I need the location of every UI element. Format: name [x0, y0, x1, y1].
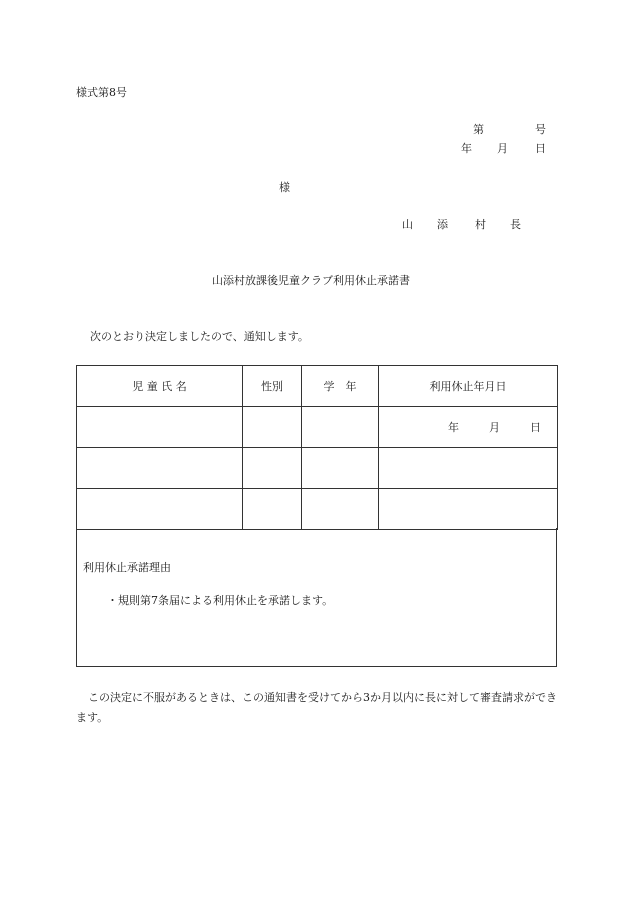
recipient-suffix: 様	[279, 181, 290, 194]
header-student-name: 児 童 氏 名	[77, 366, 243, 407]
issuer-char-1: 山	[402, 218, 413, 231]
cell-date-month: 月	[489, 421, 500, 434]
cell-grade	[302, 448, 379, 489]
intro-text: 次のとおり決定しましたので、通知します。	[90, 330, 309, 343]
form-number: 様式第8号	[76, 86, 127, 99]
doc-number-suffix: 号	[535, 123, 546, 136]
cell-gender	[243, 448, 302, 489]
cell-date-day: 日	[530, 421, 541, 434]
header-suspension-date: 利用休止年月日	[379, 366, 558, 407]
date-month: 月	[497, 142, 508, 155]
table-row	[77, 489, 558, 530]
cell-suspension-date	[379, 448, 558, 489]
reason-title: 利用休止承諾理由	[83, 561, 171, 574]
date-year: 年	[461, 142, 472, 155]
cell-student-name	[77, 407, 243, 448]
header-gender: 性別	[243, 366, 302, 407]
date-day: 日	[535, 142, 546, 155]
student-table	[76, 365, 558, 530]
table-row	[77, 448, 558, 489]
table-row	[77, 407, 558, 448]
reason-item: ・規則第7条届による利用休止を承諾します。	[107, 594, 334, 607]
cell-gender	[243, 407, 302, 448]
reason-box	[76, 528, 557, 667]
cell-suspension-date	[379, 489, 558, 530]
doc-number-prefix: 第	[473, 123, 484, 136]
header-grade: 学 年	[302, 366, 379, 407]
footer-notice: この決定に不服があるときは、この通知書を受けてから3か月以内に長に対して審査請求ができます。	[76, 691, 557, 724]
issuer-char-3: 村	[475, 218, 486, 231]
cell-student-name	[77, 448, 243, 489]
cell-grade	[302, 489, 379, 530]
issuer-char-4: 長	[510, 218, 521, 231]
cell-gender	[243, 489, 302, 530]
table-header-row	[77, 366, 558, 407]
cell-student-name	[77, 489, 243, 530]
cell-date-year: 年	[448, 421, 459, 434]
document-title: 山添村放課後児童クラブ利用休止承諾書	[212, 274, 410, 287]
cell-suspension-date	[379, 407, 558, 448]
issuer-char-2: 添	[437, 218, 448, 231]
cell-grade	[302, 407, 379, 448]
